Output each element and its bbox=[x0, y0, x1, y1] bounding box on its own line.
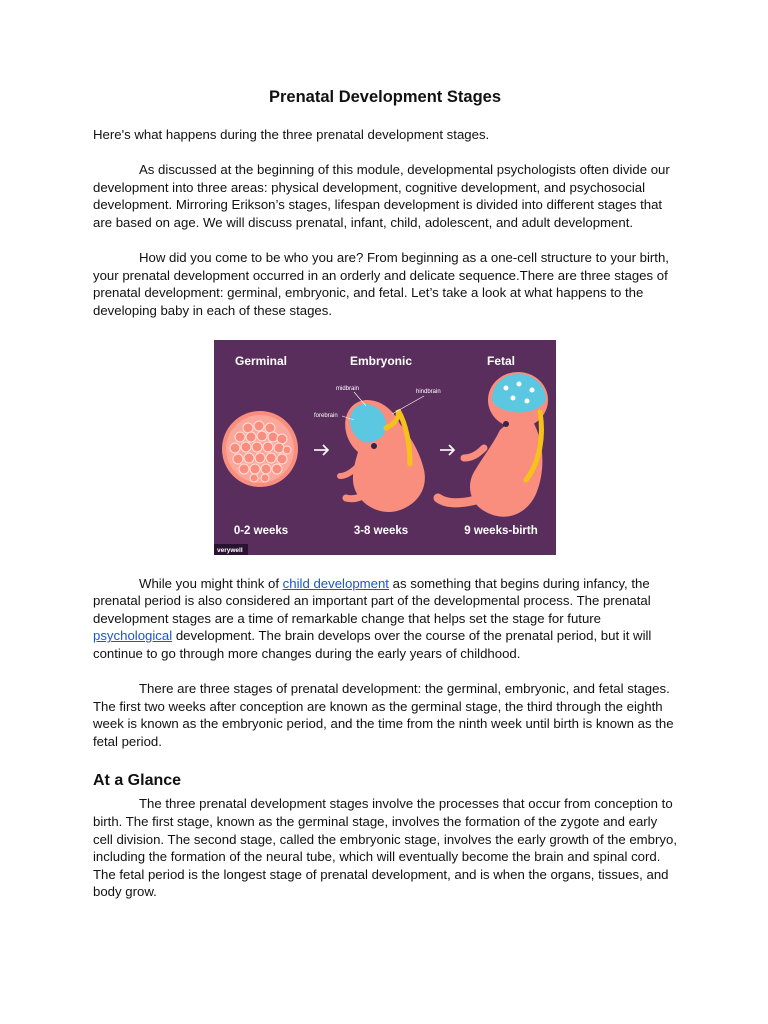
paragraph-three-stages: There are three stages of prenatal development: the germinal, embryonic, and fetal stages. The first two weeks after conception are known as the germinal stage, the third through the eighth week is known as the embryonic period, and the time from the ninth week until birth is known as the fetal period. bbox=[93, 681, 674, 749]
prenatal-stages-illustration bbox=[214, 340, 556, 555]
para3-text-a: While you might think of bbox=[139, 575, 283, 591]
stage-weeks-embryonic: 3-8 weeks bbox=[353, 524, 409, 537]
label-forebrain: forebrain bbox=[314, 412, 338, 419]
document-page bbox=[93, 86, 677, 901]
stage-label-fetal: Fetal bbox=[486, 353, 516, 368]
paragraph-at-a-glance: The three prenatal development stages involve the processes that occur from conception to birth. The first stage, known as the germinal stage, involves the formation of the zygote and early cell division. The second stage, called the embryonic stage, involves the early growth of the embryo, including the formation of the neural tube, which will eventually become the brain and spinal cord. The fetal period is the longest stage of prenatal development, and is when the organs, tissues, and body grow. bbox=[93, 796, 677, 900]
paragraph-how-did-you-come: How did you come to be who you are? From beginning as a one-cell structure to your birth, your prenatal development occurred in an orderly and delicate sequence.There are three stages of prenatal development: germinal, embryonic, and fetal. Let’s take a look at what happens to the developing baby in each of these stages. bbox=[93, 250, 669, 318]
label-hindbrain: hindbrain bbox=[416, 388, 441, 395]
stage-weeks-germinal: 0-2 weeks bbox=[233, 524, 289, 537]
stage-label-embryonic: Embryonic bbox=[349, 353, 413, 368]
brand-logo: verywell bbox=[217, 546, 243, 554]
paragraph-areas-of-development: As discussed at the beginning of this module, developmental psychologists often divide our development into three areas: physical development, cognitive development, and psychosocial development. Mirroring Erikson’s stages, lifespan development is divided into different stages that are based on age. We will discuss prenatal, infant, child, adolescent, and adult development. bbox=[93, 162, 670, 230]
at-a-glance-heading: At a Glance bbox=[93, 772, 182, 790]
page-title: Prenatal Development Stages bbox=[269, 88, 501, 106]
child-development-link[interactable]: child development bbox=[282, 575, 389, 591]
zygote-icon bbox=[222, 411, 298, 487]
intro-paragraph: Here's what happens during the three prenatal development stages. bbox=[93, 127, 490, 142]
paragraph-child-development bbox=[93, 575, 677, 663]
stage-weeks-fetal: 9 weeks-birth bbox=[464, 524, 538, 537]
stage-label-germinal: Germinal bbox=[234, 353, 288, 368]
para3-text-b: as something that begins during infancy, the prenatal period is also considered an important part of the developmental process. The prenatal development stages are a time of remarkable change that helps set the stage for future bbox=[93, 575, 651, 626]
label-midbrain: midbrain bbox=[336, 385, 360, 392]
psychological-link[interactable]: psychological bbox=[93, 628, 173, 644]
para3-text-c: development. The brain develops over the course of the prenatal period, but it will continue to go through more changes during the early years of childhood. bbox=[93, 628, 652, 661]
